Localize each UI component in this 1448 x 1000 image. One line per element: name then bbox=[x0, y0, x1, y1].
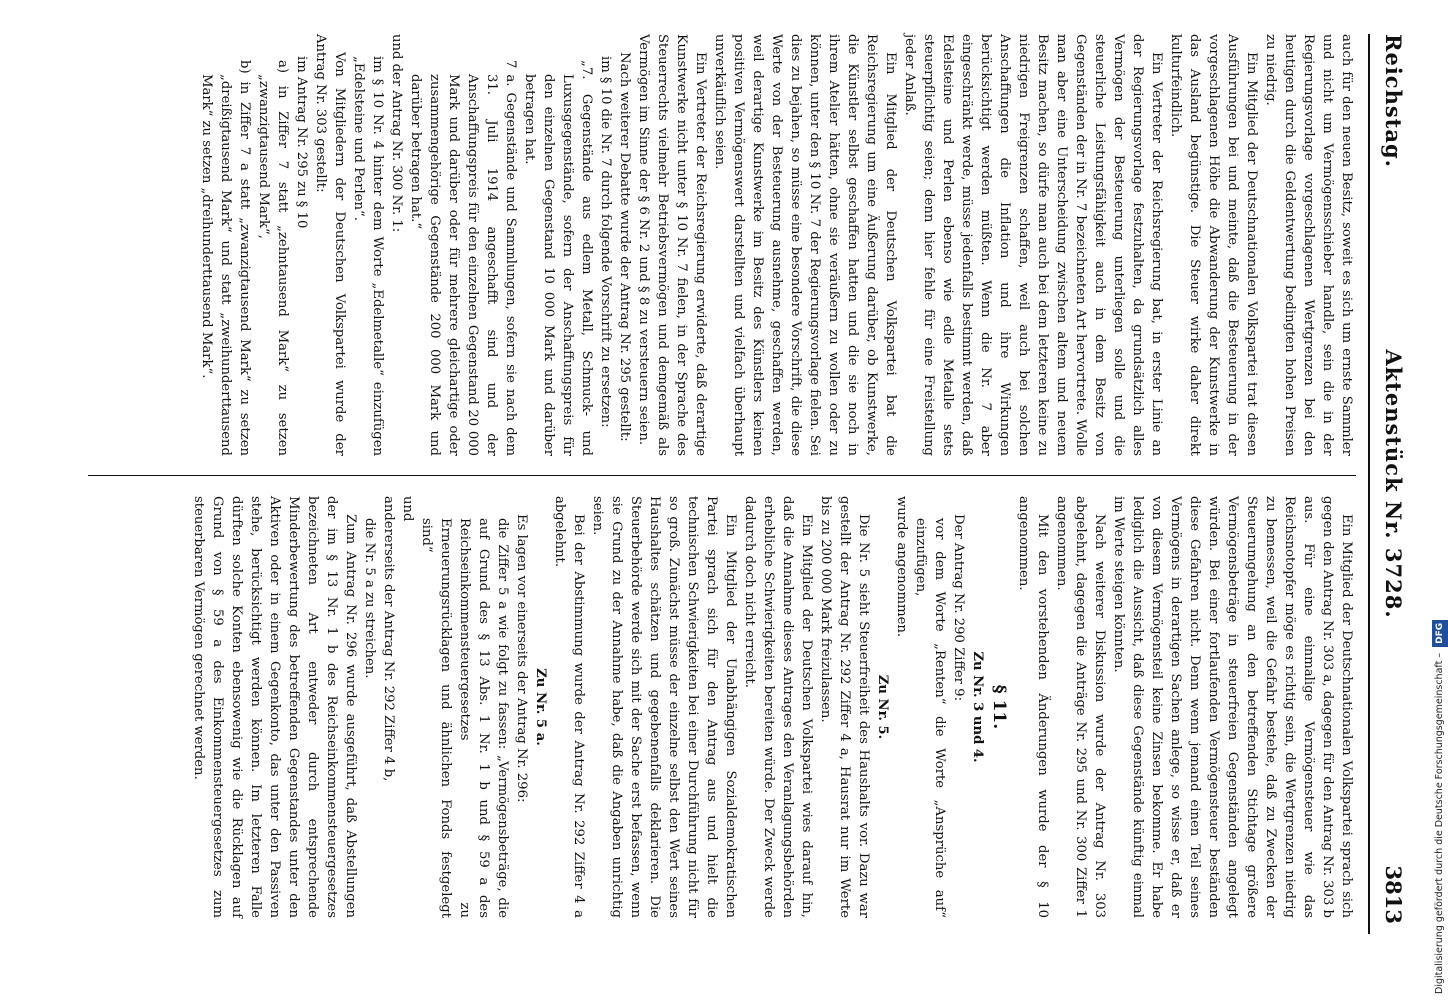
paragraph: andererseits der Antrag Nr. 292 Ziffer 4 b, bbox=[381, 496, 396, 782]
header-left: Reichstag. bbox=[1381, 34, 1406, 168]
paragraph: und der Antrag Nr. 300 Nr. 1: bbox=[389, 34, 404, 233]
list-item: a) in Ziffer 7 statt „zehntausend Mark“ zu setzen „zwanzigtausend Mark“, bbox=[256, 60, 290, 456]
paragraph: Nach weiterer Debatte wurde der Antrag Nr. 295 gestellt: bbox=[617, 52, 632, 442]
page-header bbox=[1372, 34, 1412, 934]
subheading: Zu Nr. 5 a. bbox=[533, 668, 548, 746]
paragraph: Es lagen vor einerseits der Antrag Nr. 296: bbox=[514, 514, 529, 803]
list-item: „7. Gegenstände aus edlem Metall, Schmuck- und Luxusgegenstände, sofern der Anschaffungspreis für den einzelnen Gegenstand 10 000 Mark und darüber betragen hat. bbox=[522, 60, 594, 456]
left-column bbox=[197, 34, 1356, 456]
subheading: Zu Nr. 5. bbox=[875, 674, 890, 740]
column-divider bbox=[88, 475, 1356, 476]
paragraph: Ein Mitglied der Deutschnationalen Volkspartei sprach sich gegen den Antrag Nr. 303 a, dagegen für den Antrag Nr. 303 b aus. Für eine einmalige Vermögensteuer wie das Reichsnotopfer möge es richtig sein, die Wertgrenzen niedrig zu bemessen, weil die Gefahr bestehe, daß zu Zwecken der Steuerumgehung an den betreffenden Stichtage größere Vermögensbeträge in steuerfreien Gegenständen angelegt würden. Bei einer fortlaufenden Vermögensteuer beständen diese Gefahren nicht. Denn wenn jemand einen Teil seines Vermögens in derartigen Sachen anlege, so wisse er, daß er von diesem Vermögensteil keine Zinsen bekomme. Er habe lediglich die Aussicht, daß diese Gegenstände künftig einmal im Werte steigen könnten. bbox=[1111, 496, 1354, 918]
indented-paragraph: die Ziffer 5 a wie folgt zu fassen: „Vermögensbeträge, die auf Grund des § 13 Abs. 1 Nr. 1 b und § 59 a des Reichseinkommensteuergesetzes zu Erneuerungsrücklagen und ähnlichen Fonds festgelegt sind“ bbox=[419, 518, 510, 918]
list-item: b) in Ziffer 7 a statt „zwanzigtausend Mark“ zu setzen „dreißigtausend Mark“ und statt „zweihunderttausend Mark“ zu setzen „dreihunderttausend Mark“. bbox=[199, 60, 252, 456]
paragraph: Nach weiterer Diskussion wurde der Antrag Nr. 303 abgelehnt, dagegen die Anträge Nr. 295 und Nr. 300 Ziffer 1 angenommen. bbox=[1054, 496, 1107, 918]
header-rule bbox=[1368, 34, 1370, 934]
indented-paragraph: vor dem Worte „Renten“ die Worte „Ansprüche auf“ einzufügen, bbox=[913, 518, 947, 918]
header-title: Aktenstück Nr. 3728. bbox=[1381, 349, 1406, 619]
list-item: 7 a. Gegenstände und Sammlungen, sofern sie nach dem 31. Juli 1914 angeschafft sind und der Anschaffungspreis für den einzelnen Gegenstand 20 000 Mark und darüber oder für mehrere gleichartige oder zusammengehörige Gegenstände 200 000 Mark und darüber betragen hat.“ bbox=[408, 60, 518, 456]
paragraph: Die Nr. 5 sieht Steuerfreiheit des Haushalts vor. Dazu war gestellt der Antrag Nr. 292 Ziffer 4 a, Hausrat nur im Werte bis zu 200 000 Mark freizulassen. bbox=[818, 496, 871, 918]
indented-paragraph: im § 10 die Nr. 7 durch folgende Vorschrift zu ersetzen: bbox=[598, 56, 613, 428]
paragraph: Ein Mitglied der Deutschen Volkspartei bat die Reichsregierung um eine Äußerung darüber, ob Kunstwerke, die Künstler selbst geschaffen hatten und die sie noch in ihrem Atelier hätten, ohne sie veräußern zu wollen oder zu können, unter den § 10 Nr. 7 der Regierungsvorlage fielen. Sei dies zu bejahen, so müsse eine besondere Vorschrift, die diese Werte von der Besteuerung ausnehme, geschaffen werden, weil derartige Kunstwerke im Besitz des Künstlers keinen positiven Vermögenswert darstellten und vielfach überhaupt unverkäuflich seien. bbox=[712, 34, 898, 456]
paragraph: Zum Antrag Nr. 296 wurde ausgeführt, daß Abstellungen der im § 13 Nr. 1 b des Reichseinkommensteuergesetzes bezeichneten Art entweder durch entsprechende Minderbewertung des betreffenden Gegenstandes unter den Aktiven oder in einem Gegenkonto, das unter den Passiven stehe, berücksichtigt werden können. Im letzteren Falle dürften solche Konten ebensowenig wie die Rücklagen auf Grund von § 59 a des Einkommensteuergesetzes zum steuerbaren Vermögen gerechnet werden. bbox=[191, 496, 358, 918]
indented-paragraph: im § 10 Nr. 4 hinter dem Worte „Edelmetalle“ einzufügen „Edelsteine und Perlen“. bbox=[351, 56, 385, 456]
paragraph: Ein Mitglied der Deutschen Volkspartei wies darauf hin, daß die Annahme dieses Antrages den Veranlagungsbehörden erhebliche Schwierigkeiten bereiten würde. Der Zweck werde dadurch doch nicht erreicht. bbox=[742, 496, 814, 918]
paragraph: Mit den vorstehenden Änderungen wurde der § 10 angenommen. bbox=[1016, 496, 1050, 918]
paragraph: und bbox=[400, 496, 415, 522]
paragraph: Der Antrag Nr. 290 Ziffer 9: bbox=[951, 514, 966, 702]
section-heading: § 11. bbox=[989, 684, 1009, 730]
document-page bbox=[72, 34, 1412, 934]
digitization-sidebar bbox=[1414, 4, 1445, 994]
paragraph: Von Mitgliedern der Deutschen Volkspartei wurde der Antrag Nr. 303 gestellt: bbox=[313, 34, 347, 456]
paragraph: Bei der Abstimmung wurde der Antrag Nr. 292 Ziffer 4 a abgelehnt. bbox=[552, 496, 586, 918]
paragraph: Ein Mitglied der Deutschnationalen Volkspartei trat diesen Ausführungen bei und meinte, daß die Besteuerung in der vorgeschlagenen Höhe die Abwanderung der Kunstwerke in das Ausland begünstige. Die Steuer wirke daher direkt kulturfeindlich. bbox=[1168, 34, 1259, 456]
indented-paragraph: im Antrag Nr. 295 zu § 10 bbox=[294, 56, 309, 229]
indented-paragraph: die Nr. 5 a zu streichen. bbox=[362, 518, 377, 679]
paragraph: Ein Mitglied der Unabhängigen Sozialdemokratischen Partei sprach sich für den Antrag aus und hielt die technischen Schwierigkeiten bei einer Durchführung nicht für so groß. Zunächst müsse der einzelne selbst den Wert seines Haushaltes schätzen und gegebenenfalls deklarieren. Die Steuerbehörde werde sich mit der Sache erst befassen, wenn sie Grund zu der Annahme habe, daß die Angaben unrichtig seien. bbox=[590, 496, 738, 918]
paragraph: Ein Vertreter der Reichsregierung erwiderte, daß derartige Kunstwerke nicht unter § 10 Nr. 7 fielen, in der Sprache des Steuerrechts vielmehr Betriebsvermögen und demgemäß als Vermögen im Sinne der § 6 Nr. 2 und § 8 zu versteuern seien. bbox=[636, 34, 708, 456]
right-column bbox=[189, 496, 1356, 918]
paragraph: Ein Vertreter der Reichsregierung bat, in erster Linie an der Regierungsvorlage festzuhalten, da grundsätzlich alles Vermögen der Besteuerung unterliegen solle und die steuerliche Leistungsfähigkeit auch in dem Besitz von Gegenständen der in Nr. 7 bezeichneten Art hervortrete. Wolle man aber eine Unterscheidung zwischen altem und neuem Besitz machen, so dürfe man auch bei dem letzteren keine zu niedrigen Freigrenzen schaffen, weil auch bei solchen Anschaffungen die Inflation und ihre Wirkungen berücksichtigt werden müßten. Wenn die Nr. 7 aber eingeschränkt werde, müsse jedenfalls bestimmt werden, daß Edelsteine und Perlen ebenso wie edle Metalle stets steuerpflichtig seien; denn hier fehle für eine Freistellung jeder Anlaß. bbox=[902, 34, 1164, 456]
paragraph: wurde angenommen. bbox=[894, 496, 909, 638]
page-number: 3813 bbox=[1381, 865, 1406, 924]
paragraph: auch für den neuen Besitz, soweit es sich um ernste Sammler und nicht um Vermögensschieber handle, sein die in der Regierungsvorlage vorgeschlagenen Wertgrenzen bei den heutigen durch die Geldentwertung bedingten hohen Preisen zu niedrig. bbox=[1263, 34, 1354, 456]
dfg-logo: DFG bbox=[1432, 620, 1448, 647]
sidebar-credit: Digitalisierung gefördert durch die Deutsche Forschungsgemeinschaft – bbox=[1434, 652, 1445, 994]
subheading: Zu Nr. 3 und 4. bbox=[970, 651, 985, 763]
